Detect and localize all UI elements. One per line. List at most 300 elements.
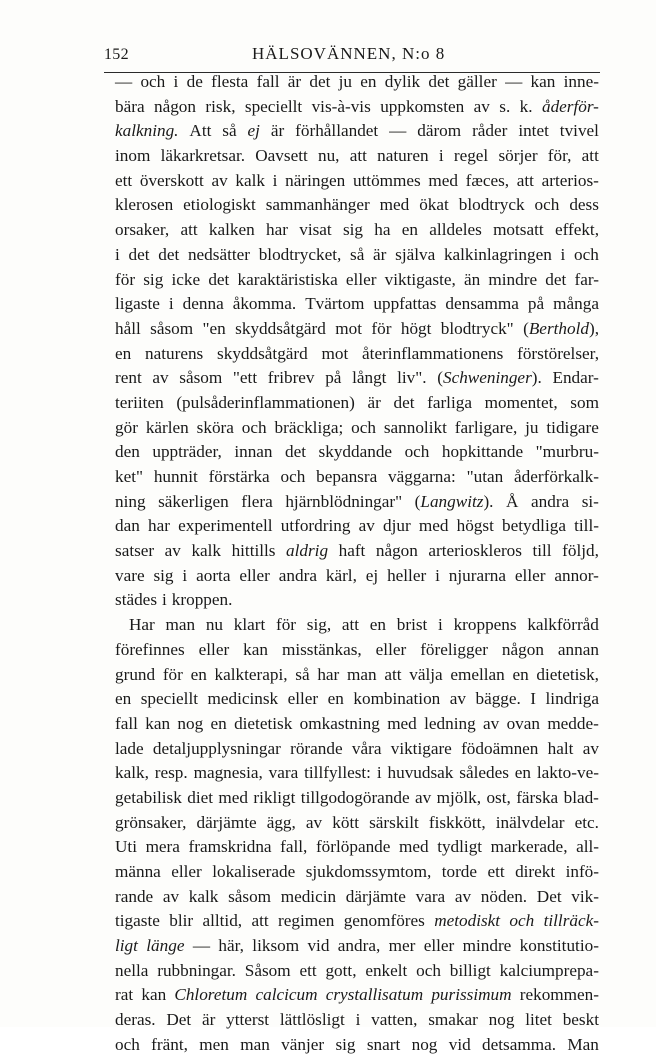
word-group	[459, 761, 509, 786]
word: satser	[115, 541, 155, 561]
text-line	[115, 885, 599, 910]
word: och	[115, 1034, 140, 1054]
word-group	[268, 366, 315, 391]
word: har	[266, 220, 288, 240]
word-group	[583, 737, 599, 762]
word: kärl,	[325, 565, 357, 585]
word-group	[115, 539, 154, 564]
word: en	[190, 664, 207, 684]
word: i	[355, 1010, 361, 1030]
word: så	[350, 244, 365, 264]
word-group	[282, 638, 362, 663]
word-group	[115, 663, 155, 688]
word-group	[202, 1008, 215, 1033]
word: av	[415, 787, 432, 807]
word-group	[115, 440, 140, 465]
word-group	[367, 391, 380, 416]
word-group	[429, 811, 486, 836]
word: blir	[169, 911, 194, 931]
word: huvudsak	[387, 763, 454, 783]
word-group	[162, 588, 167, 613]
word-group	[464, 268, 480, 293]
word: innan	[234, 442, 273, 462]
word: av	[164, 541, 181, 561]
word-group	[455, 885, 471, 910]
word: kalkning.	[115, 121, 179, 141]
word-group	[217, 342, 308, 367]
word: metodiskt	[434, 911, 501, 931]
word-group	[366, 564, 378, 589]
word: eller	[345, 269, 377, 289]
word-group	[424, 934, 455, 959]
word: en	[369, 615, 387, 635]
word: smakar	[428, 1010, 478, 1030]
body-text	[115, 70, 599, 1058]
running-title: HÄLSOVÄNNEN, N:o 8	[252, 44, 446, 63]
word: någon	[153, 96, 196, 116]
word-group	[487, 860, 504, 885]
word-group	[203, 317, 226, 342]
text-line	[115, 193, 599, 218]
word: välja	[409, 664, 443, 684]
word: Såsom	[244, 960, 291, 980]
word-group	[582, 490, 599, 515]
word: förlöpande	[315, 837, 391, 857]
word: man	[165, 615, 196, 635]
word-group	[370, 613, 386, 638]
word: sjukdomssymtom,	[305, 862, 432, 881]
word-group	[286, 539, 328, 564]
word: kalk	[188, 886, 219, 906]
word-group	[500, 959, 599, 984]
word-group	[496, 811, 565, 836]
word-group	[560, 119, 599, 144]
word: men	[199, 1034, 229, 1054]
word-group	[428, 169, 458, 194]
word-group	[115, 687, 131, 712]
word-group	[351, 416, 376, 441]
word-group	[515, 761, 531, 786]
word-group	[482, 1033, 556, 1058]
word: så	[222, 121, 237, 141]
word: nella	[115, 960, 149, 980]
word-group	[352, 737, 382, 762]
word: andra,	[337, 936, 381, 956]
word: och	[534, 195, 560, 215]
word: lättlösligt	[279, 1010, 345, 1030]
word-group	[189, 835, 272, 860]
word-group	[325, 959, 356, 984]
word-group	[189, 885, 219, 910]
word-group	[115, 490, 146, 515]
word: liksom	[252, 936, 300, 956]
word-group	[525, 416, 538, 441]
word-group	[561, 243, 566, 268]
word-group	[269, 761, 299, 786]
text-line	[115, 243, 599, 268]
text-line	[115, 342, 599, 367]
word: här,	[218, 936, 244, 956]
word-group	[416, 959, 441, 984]
word: etiologiskt	[183, 195, 256, 215]
word: väggarna:	[388, 467, 456, 486]
word-group	[528, 292, 544, 317]
word: fall	[115, 713, 138, 733]
word: orsaker,	[115, 220, 170, 240]
word-group	[567, 1033, 599, 1058]
word: ett	[115, 170, 133, 190]
word: till-	[574, 516, 599, 536]
word: är	[287, 72, 302, 91]
word: såsom	[150, 318, 194, 338]
word-group	[115, 391, 164, 416]
word: nu	[205, 615, 224, 635]
word-group	[165, 539, 181, 564]
word: (	[523, 318, 529, 338]
word: far-	[574, 269, 599, 289]
word: misstänkas,	[281, 639, 362, 659]
word: av	[454, 886, 472, 906]
word-group	[280, 465, 305, 490]
word: ),	[588, 318, 599, 338]
word-group	[115, 959, 148, 984]
word: rande	[115, 886, 154, 906]
word-group	[154, 95, 196, 120]
word: viktigare	[390, 738, 452, 758]
word-group	[380, 193, 410, 218]
word-group	[507, 712, 540, 737]
word: Oavsett	[255, 146, 308, 166]
word-group	[350, 144, 367, 169]
word-group	[532, 539, 551, 564]
word: nog	[488, 1010, 515, 1030]
text-line	[115, 687, 599, 712]
word-group	[544, 909, 599, 934]
word-group	[115, 638, 185, 663]
word-group	[558, 638, 599, 663]
word-group	[444, 243, 552, 268]
word-group	[259, 243, 342, 268]
word-group	[141, 983, 166, 1008]
word-group	[218, 934, 244, 959]
word: att	[581, 146, 599, 166]
word: är	[201, 1010, 216, 1030]
word-group	[115, 514, 140, 539]
text-line	[115, 391, 599, 416]
word: deras.	[115, 1010, 156, 1030]
word-group	[171, 268, 200, 293]
word: ökat	[419, 195, 449, 215]
word-group	[183, 292, 224, 317]
word: ha	[374, 220, 391, 240]
word-group	[536, 663, 599, 688]
word-group	[140, 70, 165, 95]
word-group	[555, 218, 599, 243]
word: vänjer	[281, 1034, 325, 1054]
page-header	[104, 44, 600, 73]
word-group	[373, 292, 436, 317]
word: sköra	[196, 417, 234, 437]
word: ).	[531, 368, 542, 388]
word: för	[162, 664, 183, 684]
word: ovan	[506, 713, 540, 733]
word: dietetisk	[234, 713, 293, 733]
word-group	[424, 712, 476, 737]
word: grund	[115, 664, 156, 684]
word-group	[515, 564, 546, 589]
word: därjämte	[345, 886, 406, 906]
word-group	[169, 909, 193, 934]
word-group	[146, 934, 184, 959]
word: haft	[338, 541, 366, 561]
word-group	[576, 835, 599, 860]
word-group	[563, 1008, 599, 1033]
word: bepansra	[316, 467, 378, 486]
word: nu,	[317, 146, 340, 166]
word-group	[115, 144, 150, 169]
word: som	[570, 392, 599, 412]
word: ägg,	[266, 812, 296, 832]
word-group	[332, 811, 359, 836]
word: nöden.	[480, 886, 528, 906]
word: eller	[239, 565, 270, 585]
word: risk,	[205, 96, 236, 116]
word-group	[146, 835, 180, 860]
word-group	[564, 786, 599, 811]
word: medicinsk	[207, 689, 279, 709]
word-group	[346, 885, 406, 910]
word-group	[385, 70, 420, 95]
word-group	[545, 268, 566, 293]
word: högt	[400, 318, 432, 338]
word-group	[514, 465, 599, 490]
word-group	[450, 687, 466, 712]
word-group	[209, 218, 255, 243]
word-group	[299, 218, 331, 243]
word: ej	[247, 121, 260, 141]
word-group	[169, 292, 174, 317]
word-group	[353, 169, 421, 194]
word-group	[554, 564, 599, 589]
word: Å	[506, 491, 519, 511]
word-group	[304, 761, 371, 786]
word: det	[545, 269, 567, 289]
word: färska	[516, 787, 559, 807]
word: (pulsåderinflammationen)	[176, 392, 355, 412]
word: nog	[177, 713, 204, 733]
word: kalk	[235, 170, 265, 190]
word-group	[115, 193, 173, 218]
word: bägge.	[475, 689, 521, 709]
word: kan	[145, 713, 171, 733]
word: rubbningar.	[157, 960, 236, 980]
word-group	[257, 70, 280, 95]
word: mot	[321, 343, 349, 363]
word-group	[218, 786, 248, 811]
text-line	[115, 613, 599, 638]
word-group	[115, 243, 120, 268]
word-group	[582, 144, 599, 169]
word-group	[196, 564, 230, 589]
word: ost,	[486, 787, 511, 807]
word: teriiten	[115, 392, 164, 412]
word-group	[389, 934, 416, 959]
word: kan	[530, 72, 556, 91]
word: alldeles	[429, 220, 482, 240]
word-group	[520, 934, 599, 959]
word-group	[417, 119, 461, 144]
word: i	[173, 72, 179, 91]
word: av	[152, 368, 169, 388]
word: klerosen	[115, 195, 174, 215]
word: dan	[115, 516, 140, 536]
word: mindre	[462, 936, 512, 956]
word-group	[288, 70, 301, 95]
word: blad-	[563, 787, 599, 807]
word: effekt,	[554, 220, 599, 240]
word-group	[562, 539, 599, 564]
word-group	[516, 786, 558, 811]
word-group	[271, 119, 284, 144]
word: en	[210, 713, 227, 733]
word: tigaste	[115, 911, 160, 931]
word-group	[328, 687, 344, 712]
word: bräckliga;	[274, 417, 344, 437]
word-group	[281, 514, 351, 539]
word-group	[429, 218, 482, 243]
word-group	[295, 119, 378, 144]
word: speciellt	[140, 689, 198, 709]
word-group	[115, 1033, 140, 1058]
word-group	[174, 70, 179, 95]
word-group	[483, 712, 499, 737]
word: motsatt	[493, 220, 544, 240]
word: och	[241, 417, 267, 437]
word: (	[414, 491, 421, 511]
word: med	[379, 195, 410, 215]
word-group	[115, 95, 145, 120]
word: rekommen-	[519, 985, 599, 1005]
word: grönsaker,	[115, 812, 187, 832]
word-group	[115, 983, 133, 1008]
word-group	[548, 144, 572, 169]
word-group	[285, 440, 306, 465]
word-group	[350, 243, 364, 268]
word-group	[505, 70, 522, 95]
word: experimentell	[178, 516, 273, 536]
word-group	[488, 268, 537, 293]
word-group	[161, 144, 245, 169]
word-group	[255, 983, 317, 1008]
word-group	[415, 490, 494, 515]
word: regimen	[278, 911, 335, 931]
word: näringen	[285, 170, 346, 190]
word-group	[489, 1008, 515, 1033]
word-group	[233, 292, 296, 317]
word: magnesia,	[193, 763, 263, 783]
word-group	[235, 317, 326, 342]
word-group	[525, 1008, 552, 1033]
word: regel	[453, 146, 489, 166]
word-group	[437, 835, 482, 860]
word: enkelt	[365, 960, 408, 980]
word: fall,	[280, 837, 308, 857]
word-group	[367, 1033, 400, 1058]
word-group	[445, 292, 519, 317]
word-group	[542, 95, 599, 120]
word-group	[536, 440, 599, 465]
word: håll	[115, 318, 141, 338]
word-group	[143, 268, 163, 293]
word: av	[162, 886, 180, 906]
text-line	[115, 366, 599, 391]
word-group	[177, 712, 203, 737]
word: mera	[145, 837, 180, 857]
word: har	[317, 664, 340, 684]
word-group	[212, 860, 295, 885]
word-group	[442, 860, 477, 885]
word-group	[199, 638, 230, 663]
word-group	[339, 70, 352, 95]
word-group	[537, 761, 599, 786]
word: följd,	[562, 541, 599, 561]
word: eller	[171, 862, 202, 881]
word: kött	[332, 812, 359, 832]
word-group	[481, 885, 527, 910]
word: sammanhänger	[265, 195, 370, 215]
word-group	[193, 934, 210, 959]
word-group	[438, 613, 443, 638]
word-group	[155, 761, 188, 786]
word: etc.	[574, 812, 599, 832]
word: och	[416, 960, 441, 980]
word: speciellt	[244, 96, 303, 116]
word-group	[191, 539, 221, 564]
word: sig	[342, 220, 364, 240]
word-group	[416, 885, 446, 910]
word: av	[449, 689, 466, 709]
word: vik-	[571, 886, 599, 906]
word: brist	[396, 615, 428, 635]
word-group	[202, 909, 242, 934]
word-group	[552, 366, 598, 391]
word-group	[531, 490, 569, 515]
word: sig	[143, 269, 164, 289]
word: blodtrycket,	[258, 244, 342, 264]
word: högst	[456, 516, 494, 536]
word: all-	[576, 837, 599, 857]
word: heller	[387, 565, 427, 585]
word: Schweninger	[442, 368, 532, 388]
word-group	[115, 416, 138, 441]
word: eller	[287, 689, 319, 709]
word: för	[275, 615, 297, 635]
word: framskridna	[188, 837, 272, 857]
word: själva	[395, 244, 436, 264]
word-group	[199, 1033, 229, 1058]
text-line	[115, 761, 599, 786]
word-group	[546, 687, 599, 712]
word: kroppen.	[171, 590, 233, 610]
word: i	[272, 170, 278, 190]
word-group	[115, 860, 161, 885]
word: på	[527, 294, 545, 314]
word: och	[351, 417, 376, 437]
word-group	[571, 885, 599, 910]
word-group	[208, 268, 229, 293]
word: av	[211, 170, 228, 190]
word-group	[491, 835, 568, 860]
